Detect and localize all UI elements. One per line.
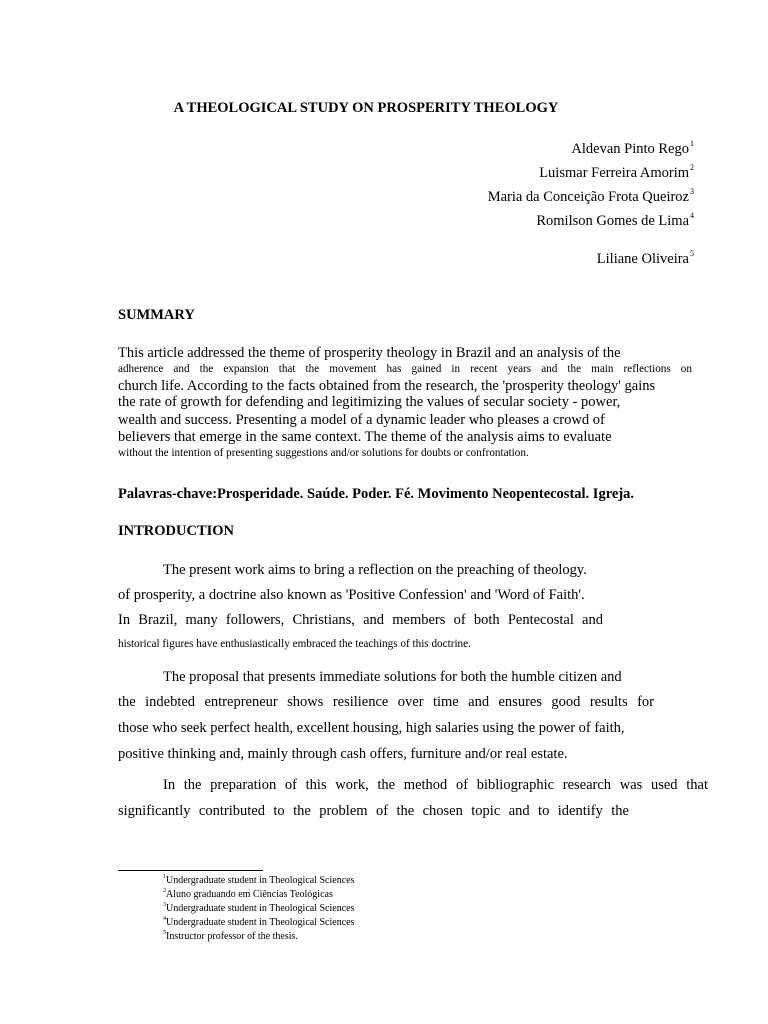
footnote-mark: 1 [163, 874, 166, 880]
summary-line: wealth and success. Presenting a model of a dynamic leader who pleases a crowd of [118, 412, 605, 428]
footnote-text: Undergraduate student in Theological Sciences [166, 875, 355, 886]
footnote-mark: 2 [163, 888, 166, 894]
intro-p3-line: significantly contributed to the problem of the chosen topic and to identify the [118, 803, 629, 819]
keywords: Palavras-chave:Prosperidade. Saúde. Poder. Fé. Movimento Neopentecostal. Igreja. [118, 486, 635, 502]
summary-line: adherence and the expansion that the movement has gained in recent years and the main reflections on [118, 363, 692, 375]
footnote-2 [163, 889, 333, 900]
author-4 [536, 213, 694, 230]
footnote-5 [163, 931, 298, 942]
summary-heading: SUMMARY [118, 307, 195, 323]
summary-line: church life. According to the facts obtained from the research, the 'prosperity theology' gains [118, 378, 656, 394]
introduction-heading: INTRODUCTION [118, 523, 235, 539]
author-name: Luismar Ferreira Amorim [539, 165, 689, 181]
intro-p2-line: The proposal that presents immediate solutions for both the humble citizen and [163, 669, 622, 685]
author-footnote-mark: 3 [690, 187, 694, 196]
author-3 [488, 189, 694, 206]
intro-p1-line: historical figures have enthusiastically embraced the teachings of this doctrine. [118, 638, 471, 650]
author-footnote-mark: 4 [690, 211, 694, 220]
intro-p2-line: positive thinking and, mainly through cash offers, furniture and/or real estate. [118, 746, 568, 762]
intro-p3-line: In the preparation of this work, the method of bibliographic research was used that [163, 777, 708, 793]
author-name: Maria da Conceição Frota Queiroz [487, 189, 689, 205]
author-5 [597, 251, 694, 268]
summary-line: believers that emerge in the same context. The theme of the analysis aims to evaluate [118, 429, 612, 445]
author-1 [571, 141, 694, 158]
author-name: Liliane Oliveira [596, 251, 689, 267]
summary-line: without the intention of presenting suggestions and/or solutions for doubts or confrontation. [118, 447, 529, 459]
footnote-text: Undergraduate student in Theological Sciences [166, 917, 355, 928]
footnote-text: Instructor professor of the thesis. [166, 931, 298, 942]
intro-p2-line: those who seek perfect health, excellent housing, high salaries using the power of faith, [118, 720, 625, 736]
footnote-mark: 3 [163, 902, 166, 908]
document-title: A THEOLOGICAL STUDY ON PROSPERITY THEOLOGY [173, 100, 559, 116]
footnote-1 [163, 875, 354, 886]
author-name: Aldevan Pinto Rego [571, 141, 689, 157]
intro-p2-line: the indebted entrepreneur shows resilience over time and ensures good results for [118, 694, 654, 710]
author-footnote-mark: 5 [690, 249, 694, 258]
footnote-text: Undergraduate student in Theological Sciences [166, 903, 355, 914]
summary-line: the rate of growth for defending and legitimizing the values of secular society - power, [118, 394, 621, 410]
intro-p1-line: of prosperity, a doctrine also known as 'Positive Confession' and 'Word of Faith'. [118, 587, 585, 603]
intro-p1-line: The present work aims to bring a reflection on the preaching of theology. [163, 562, 587, 578]
footnote-mark: 5 [163, 930, 166, 936]
footnote-text: Aluno graduando em Ciências Teológicas [166, 889, 333, 900]
intro-p1-line: In Brazil, many followers, Christians, and members of both Pentecostal and [118, 612, 603, 628]
author-footnote-mark: 1 [690, 139, 694, 148]
summary-line: This article addressed the theme of prosperity theology in Brazil and an analysis of the [118, 345, 621, 361]
footnote-separator [118, 870, 263, 871]
author-name: Romilson Gomes de Lima [536, 213, 689, 229]
footnote-3 [163, 903, 354, 914]
author-2 [539, 165, 694, 182]
footnote-4 [163, 917, 354, 928]
footnote-mark: 4 [163, 916, 166, 922]
author-footnote-mark: 2 [690, 163, 694, 172]
